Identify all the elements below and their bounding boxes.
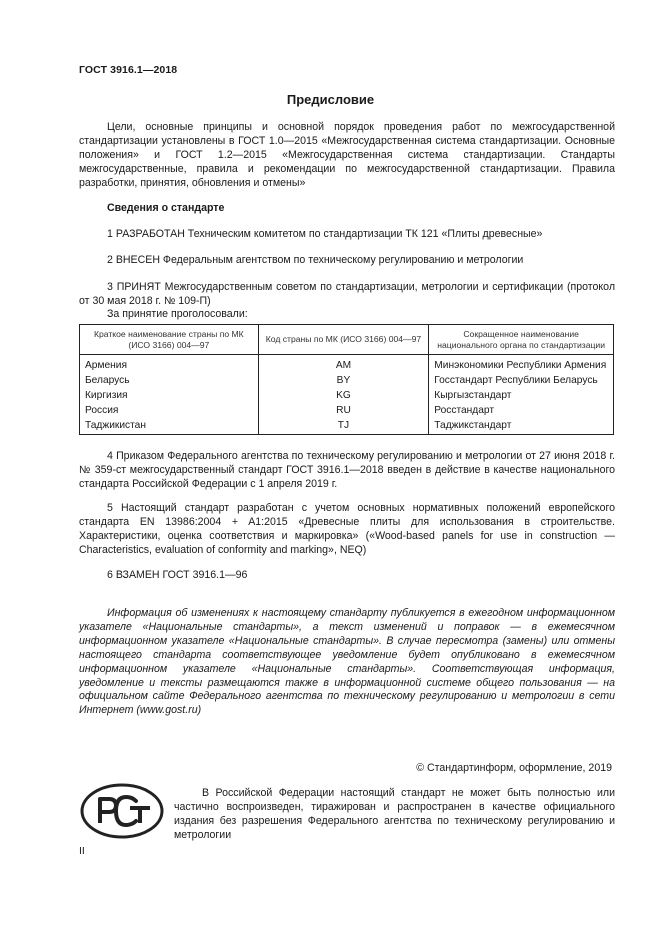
item-5: 5 Настоящий стандарт разработан с учетом основных нормативных положений европейского стандарта EN 13986:2004 + A1:2015 «Древесные плиты для использования в строительстве. Характеристики, оценка соответствия и маркировка» («Wood-based panels for use in construction — Characteristics, evaluation of conformity and marking», NEQ) <box>79 502 615 556</box>
table-cell-country: Беларусь <box>80 373 259 388</box>
item-1: 1 РАЗРАБОТАН Техническим комитетом по стандартизации ТК 121 «Плиты древесные» <box>107 228 543 240</box>
table-cell-code: AM <box>258 355 429 374</box>
voting-table <box>79 324 614 435</box>
item-3: 3 ПРИНЯТ Межгосударственным советом по стандартизации, метрологии и сертификации (протокол от 30 мая 2018 г. № 109-П) <box>79 281 615 307</box>
item-6: 6 ВЗАМЕН ГОСТ 3916.1—96 <box>107 569 248 581</box>
table-header-country: Краткое наименование страны по МК (ИСО 3166) 004—97 <box>80 325 259 355</box>
legal-notice: В Российской Федерации настоящий стандарт не может быть полностью или частично воспроизведен, тиражирован и распространен в качестве официального издания без разрешения Федерального агентства по техническому регулированию и метрологии <box>174 787 615 841</box>
table-header-row <box>80 325 614 355</box>
table-cell-body: Госстандарт Республики Беларусь <box>429 373 614 388</box>
table-cell-code: KG <box>258 388 429 403</box>
table-cell-body: Кыргызстандарт <box>429 388 614 403</box>
table-cell-code: RU <box>258 403 429 418</box>
item-3-vote-label: За принятие проголосовали: <box>107 308 248 320</box>
intro-paragraph: Цели, основные принципы и основной порядок проведения работ по межгосударственной стандартизации установлены в ГОСТ 1.0—2015 «Межгосударственная система стандартизации. Основные положения» и ГОСТ 1.2—2015 «Межгосударственная система стандартизации. Стандарты межгосударственные, правила и рекомендации по межгосударственной стандартизации. Правила разработки, принятия, обновления и отмены» <box>79 121 615 189</box>
table-row <box>80 388 614 403</box>
rst-certification-mark-icon <box>80 783 164 839</box>
table-cell-code: TJ <box>258 418 429 435</box>
copyright-line: © Стандартинформ, оформление, 2019 <box>416 762 612 774</box>
table-cell-code: BY <box>258 373 429 388</box>
item-2: 2 ВНЕСЕН Федеральным агентством по техническому регулированию и метрологии <box>107 254 524 266</box>
table-cell-country: Киргизия <box>80 388 259 403</box>
table-row <box>80 355 614 374</box>
notice-paragraph: Информация об изменениях к настоящему стандарту публикуется в ежегодном информационном указателе «Национальные стандарты», а текст изменений и поправок — в ежемесячном информационном указателе «Национальные стандарты». В случае пересмотра (замены) или отмены настоящего стандарта соответствующее уведомление будет опубликовано в ежемесячном информационном указателе «Национальные стандарты». Соответствующая информация, уведомление и тексты размещаются также в информационной системе общего пользования — на официальном сайте Федерального агентства по техническому регулированию и метрологии в сети Интернет (www.gost.ru) <box>79 607 615 717</box>
table-cell-country: Армения <box>80 355 259 374</box>
page-title: Предисловие <box>286 92 375 107</box>
table-header-body: Сокращенное наименование национального органа по стандартизации <box>429 325 614 355</box>
item-4: 4 Приказом Федерального агентства по техническому регулированию и метрологии от 27 июня 2018 г. № 359-ст межгосударственный стандарт ГОСТ 3916.1—2018 введен в действие в качестве национального стандарта Российской Федерации с 1 апреля 2019 г. <box>79 450 615 490</box>
table-cell-country: Россия <box>80 403 259 418</box>
table-cell-body: Таджикстандарт <box>429 418 614 435</box>
table-cell-body: Минэкономики Республики Армения <box>429 355 614 374</box>
table-row <box>80 373 614 388</box>
table-row <box>80 418 614 435</box>
table-row <box>80 403 614 418</box>
document-header: ГОСТ 3916.1—2018 <box>79 64 178 76</box>
page-number: II <box>79 845 85 857</box>
table-cell-body: Росстандарт <box>429 403 614 418</box>
table-cell-country: Таджикистан <box>80 418 259 435</box>
table-header-code: Код страны по МК (ИСО 3166) 004—97 <box>258 325 429 355</box>
section-heading: Сведения о стандарте <box>107 202 225 214</box>
